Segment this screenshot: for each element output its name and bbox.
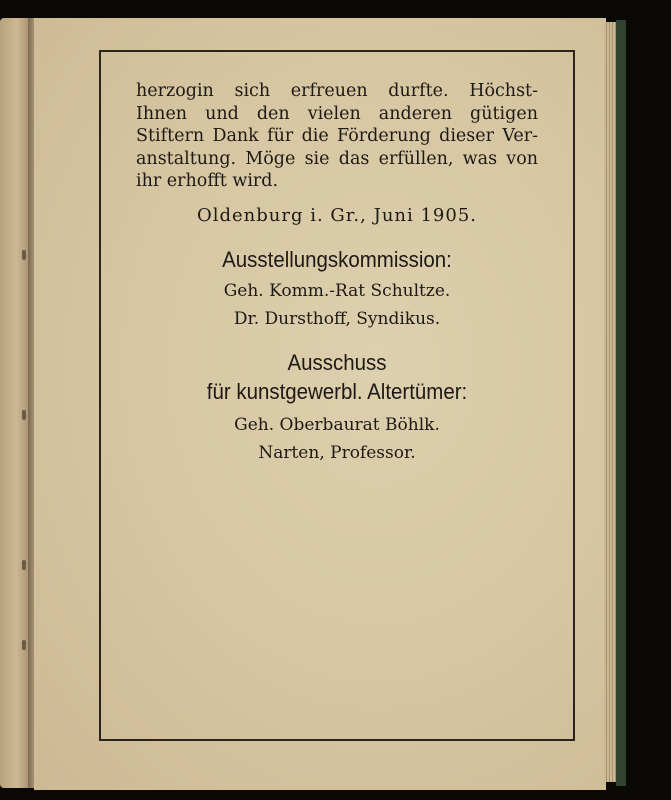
paragraph-line: herzogin sich erfreuen durfte. Höchst-: [136, 81, 538, 101]
book-cover-edge: [616, 20, 626, 786]
committee-heading-line2: für kunstgewerbl. Altertümer:: [206, 378, 468, 404]
committee-member: Narten, Professor.: [258, 442, 416, 463]
commission-heading: Ausstellungskommission:: [222, 246, 452, 272]
paragraph-line: Ihnen und den vielen anderen gütigen: [136, 103, 538, 124]
binding-stitch: [22, 560, 26, 570]
binding-stitch: [22, 410, 26, 420]
closing-paragraph: [136, 80, 538, 193]
binding-stitch: [22, 250, 26, 260]
binding-stitch: [22, 640, 26, 650]
paragraph-line: ihr erhofft wird.: [136, 171, 279, 191]
committee-member: Geh. Oberbaurat Böhlk.: [234, 414, 440, 435]
commission-member: Dr. Dursthoff, Syndikus.: [233, 308, 441, 329]
commission-member: Geh. Komm.-Rat Schultze.: [223, 280, 451, 301]
page-text-block: [136, 80, 538, 465]
place-date-line: Oldenburg i. Gr., Juni 1905.: [196, 204, 478, 226]
paragraph-line: Stiftern Dank für die Förderung dieser Ver-: [136, 126, 538, 146]
left-page-edge: [0, 18, 30, 788]
committee-heading-line1: Ausschuss: [287, 349, 387, 375]
paragraph-line: anstaltung. Möge sie das erfüllen, was von: [136, 148, 538, 169]
